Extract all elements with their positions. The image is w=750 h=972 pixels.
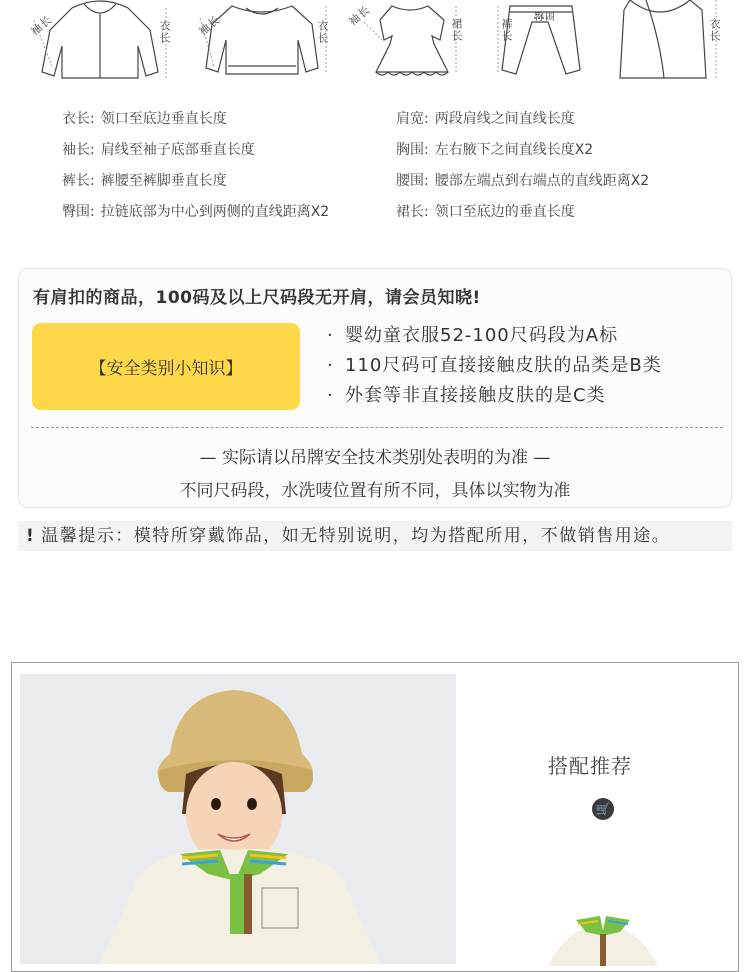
definition-row xyxy=(396,139,649,170)
definition-key: 胸围: xyxy=(396,142,429,158)
pants-length-label: 裤长 xyxy=(500,18,513,42)
definition-row xyxy=(396,201,649,232)
sweater-length-label: 衣长 xyxy=(316,20,329,44)
model-photo xyxy=(20,674,456,964)
definitions-right xyxy=(396,108,649,232)
bullet-item xyxy=(327,381,662,411)
definition-key: 肩宽: xyxy=(396,111,429,127)
definition-row xyxy=(62,170,329,201)
definition-row xyxy=(62,201,329,232)
definition-key: 裙长: xyxy=(396,204,429,220)
notice-title: 有肩扣的商品，100码及以上尺码段无开肩，请会员知晓! xyxy=(33,288,481,308)
footnote-safety-tag: — 实际请以吊牌安全技术类别处表明的为准 — xyxy=(199,448,551,468)
definition-row xyxy=(62,139,329,170)
cart-icon[interactable]: 🛒 xyxy=(592,798,614,820)
bullet-mark: · xyxy=(327,385,334,406)
shoulder-button-notice xyxy=(18,268,732,508)
safety-category-label: 【安全类别小知识】 xyxy=(32,323,300,410)
definition-key: 袖长: xyxy=(62,142,95,158)
definition-row xyxy=(396,170,649,201)
dress-sleeve-label: 袖长 xyxy=(346,2,374,29)
dress-length-label: 裙长 xyxy=(450,18,463,42)
definition-value: 领口至底边的垂直长度 xyxy=(434,204,575,220)
bullet-item xyxy=(327,321,662,351)
bullet-text: 110尺码可直接接触皮肤的品类是B类 xyxy=(345,355,662,376)
footnote-wash-label: 不同尺码段，水洗唛位置有所不同，具体以实物为准 xyxy=(179,481,571,501)
polo-thumbnail-graphic xyxy=(538,906,668,966)
definition-value: 左右腋下之间直线长度X2 xyxy=(434,142,594,158)
definition-key: 衣长: xyxy=(62,111,95,127)
definition-value: 肩线至袖子底部垂直长度 xyxy=(100,142,255,158)
garment-outlines xyxy=(0,0,750,90)
warm-tip-text: 温馨提示：模特所穿戴饰品，如无特别说明，均为搭配所用，不做销售用途。 xyxy=(41,526,671,546)
definition-value: 拉链底部为中心到两侧的直线距离X2 xyxy=(100,204,330,220)
bullet-mark: · xyxy=(327,325,334,346)
child-model-illustration xyxy=(20,674,456,964)
bullet-text: 婴幼童衣服52-100尺码段为A标 xyxy=(345,325,619,346)
definition-row xyxy=(396,108,649,139)
dashed-divider xyxy=(31,427,723,428)
jacket-sleeve-label: 袖长 xyxy=(28,12,56,39)
recommend-title: 搭配推荐 xyxy=(548,754,632,778)
exclamation-icon: ! xyxy=(26,526,36,546)
definition-value: 领口至底边垂直长度 xyxy=(100,111,227,127)
pants-hip-label: 臀围 xyxy=(534,12,556,23)
bullet-item xyxy=(327,351,662,381)
bullet-text: 外套等非直接接触皮肤的是C类 xyxy=(345,385,606,406)
vest-length-label: 衣长 xyxy=(708,18,721,42)
garment-diagrams xyxy=(0,0,750,90)
definition-value: 两段肩线之间直线长度 xyxy=(434,111,575,127)
jacket-length-label: 衣长 xyxy=(158,20,171,44)
definition-value: 裤腰至裤脚垂直长度 xyxy=(100,173,227,189)
safety-bullets xyxy=(327,321,662,411)
definition-key: 臀围: xyxy=(62,204,95,220)
definitions-left xyxy=(62,108,329,232)
recommended-item-thumbnail[interactable] xyxy=(538,906,668,966)
definition-key: 腰围: xyxy=(396,173,429,189)
sweater-sleeve-label: 袖长 xyxy=(196,12,224,39)
warm-tip-bar xyxy=(18,521,732,551)
definition-value: 腰部左端点到右端点的直线距离X2 xyxy=(434,173,650,189)
definition-row xyxy=(62,108,329,139)
definition-key: 裤长: xyxy=(62,173,95,189)
bullet-mark: · xyxy=(327,355,334,376)
